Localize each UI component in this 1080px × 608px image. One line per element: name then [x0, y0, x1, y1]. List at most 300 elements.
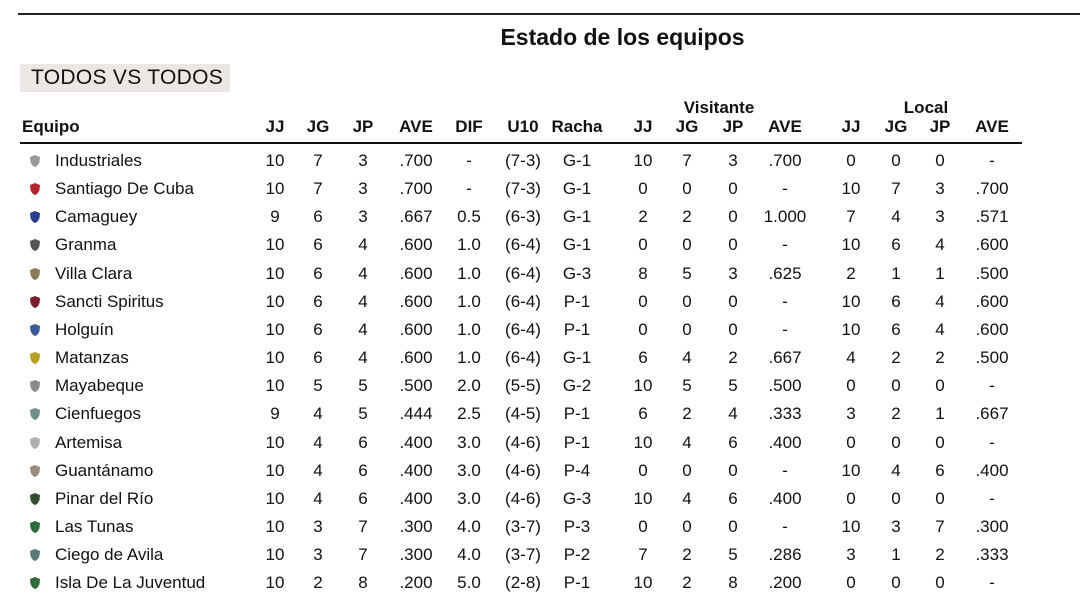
- cell-u10: (4-6): [505, 460, 541, 480]
- cell-jg: 6: [313, 263, 323, 283]
- cell-local-ave: .700: [975, 179, 1009, 199]
- cell-dif: -: [466, 151, 472, 170]
- team-logo-icon: [28, 238, 42, 252]
- cell-visitante-ave: .333: [768, 404, 802, 424]
- cell-local-ave: .600: [975, 291, 1009, 311]
- cell-local-jp: 6: [935, 460, 945, 480]
- header-visitante-jg: JG: [675, 117, 699, 136]
- cell-visitante-jg: 0: [682, 516, 692, 536]
- cell-local-jj: 0: [846, 573, 856, 593]
- cell-jp: 6: [358, 460, 368, 480]
- cell-ave: .667: [399, 207, 433, 227]
- cell-jp: 3: [358, 179, 368, 199]
- cell-local-jj: 0: [846, 488, 856, 508]
- team-name: Guantánamo: [55, 460, 154, 480]
- table-row: [0, 203, 1080, 231]
- team-logo-icon: [28, 436, 42, 450]
- header-visitante-jj: JJ: [633, 117, 653, 136]
- cell-ave: .600: [399, 319, 433, 339]
- top-rule: [18, 13, 1080, 15]
- cell-local-jp: 3: [935, 179, 945, 199]
- cell-jj: 10: [265, 179, 285, 199]
- cell-dif: 4.0: [457, 545, 481, 565]
- cell-local-ave: .571: [975, 207, 1009, 227]
- header-jj: JJ: [265, 117, 285, 136]
- team-name: Holguín: [55, 319, 114, 339]
- cell-local-ave: .500: [975, 263, 1009, 283]
- cell-dif: 2.5: [457, 404, 481, 424]
- team-name: Matanzas: [55, 348, 129, 368]
- cell-local-jg: 0: [891, 432, 901, 452]
- team-logo-icon: [28, 548, 42, 562]
- cell-local-jp: 0: [935, 151, 945, 170]
- team-name: Isla De La Juventud: [55, 573, 206, 593]
- header-local-jp: JP: [929, 117, 951, 136]
- cell-local-jj: 10: [841, 179, 861, 199]
- cell-visitante-jp: 6: [728, 432, 738, 452]
- cell-jj: 10: [265, 545, 285, 565]
- cell-local-jj: 2: [846, 263, 856, 283]
- cell-local-jj: 0: [846, 151, 856, 170]
- cell-u10: (6-4): [505, 263, 541, 283]
- team-name: Camaguey: [55, 207, 138, 227]
- cell-visitante-jp: 6: [728, 488, 738, 508]
- team-logo-icon: [28, 154, 42, 168]
- team-logo-icon: [28, 182, 42, 196]
- cell-ave: .700: [399, 179, 433, 199]
- cell-visitante-jj: 0: [638, 291, 648, 311]
- cell-local-jg: 2: [891, 348, 901, 368]
- cell-u10: (3-7): [505, 545, 541, 565]
- cell-dif: 1.0: [457, 235, 481, 255]
- cell-ave: .700: [399, 151, 433, 170]
- group-header-local: Local: [903, 98, 949, 117]
- cell-racha: P-1: [563, 291, 591, 311]
- cell-jp: 7: [358, 545, 368, 565]
- cell-visitante-ave: .400: [768, 488, 802, 508]
- table-row: [0, 316, 1080, 344]
- cell-jj: 10: [265, 235, 285, 255]
- team-logo-icon: [28, 520, 42, 534]
- cell-ave: .300: [399, 545, 433, 565]
- cell-local-jg: 4: [891, 207, 901, 227]
- header-u10: U10: [507, 117, 539, 136]
- cell-visitante-jp: 2: [728, 348, 738, 368]
- cell-visitante-jg: 2: [682, 207, 692, 227]
- cell-local-ave: -: [989, 376, 995, 396]
- team-name: Villa Clara: [55, 263, 133, 283]
- cell-ave: .600: [399, 348, 433, 368]
- cell-dif: 0.5: [457, 207, 481, 227]
- cell-local-jj: 0: [846, 376, 856, 396]
- cell-visitante-jg: 4: [682, 432, 692, 452]
- table-row: [0, 344, 1080, 372]
- cell-jg: 7: [313, 179, 323, 199]
- cell-visitante-ave: .700: [768, 151, 802, 170]
- cell-visitante-jj: 7: [638, 545, 648, 565]
- cell-ave: .444: [399, 404, 433, 424]
- cell-visitante-jj: 10: [633, 488, 653, 508]
- cell-dif: 3.0: [457, 460, 481, 480]
- cell-visitante-jg: 5: [682, 263, 692, 283]
- cell-jg: 4: [313, 488, 323, 508]
- cell-local-ave: .300: [975, 516, 1009, 536]
- table-row: [0, 569, 1080, 597]
- header-dif: DIF: [455, 117, 483, 136]
- team-name: Las Tunas: [55, 516, 134, 536]
- team-logo-icon: [28, 492, 42, 506]
- cell-local-jg: 0: [891, 573, 901, 593]
- cell-visitante-jp: 8: [728, 573, 738, 593]
- cell-dif: 3.0: [457, 488, 481, 508]
- cell-local-ave: -: [989, 488, 995, 508]
- cell-ave: .400: [399, 460, 433, 480]
- cell-visitante-jg: 2: [682, 404, 692, 424]
- cell-local-jj: 0: [846, 432, 856, 452]
- cell-jp: 3: [358, 151, 368, 170]
- cell-ave: .600: [399, 235, 433, 255]
- cell-visitante-ave: -: [782, 291, 788, 311]
- cell-visitante-ave: .500: [768, 376, 802, 396]
- cell-local-jj: 4: [846, 348, 856, 368]
- cell-dif: 1.0: [457, 263, 481, 283]
- cell-visitante-jg: 0: [682, 319, 692, 339]
- cell-local-jp: 2: [935, 348, 945, 368]
- cell-jg: 6: [313, 207, 323, 227]
- cell-local-ave: .667: [975, 404, 1009, 424]
- cell-local-jg: 6: [891, 291, 901, 311]
- cell-jj: 9: [270, 207, 280, 227]
- cell-jp: 4: [358, 263, 368, 283]
- team-logo-icon: [28, 267, 42, 281]
- cell-jg: 4: [313, 432, 323, 452]
- cell-visitante-jp: 0: [728, 179, 738, 199]
- team-logo-icon: [28, 379, 42, 393]
- cell-racha: P-1: [563, 432, 591, 452]
- cell-visitante-jg: 0: [682, 235, 692, 255]
- cell-u10: (7-3): [505, 179, 541, 199]
- cell-visitante-jp: 4: [728, 404, 738, 424]
- cell-u10: (4-5): [505, 404, 541, 424]
- team-name: Santiago De Cuba: [55, 179, 194, 199]
- cell-local-jg: 0: [891, 151, 901, 170]
- cell-racha: P-1: [563, 319, 591, 339]
- header-jg: JG: [306, 117, 330, 136]
- cell-dif: 1.0: [457, 348, 481, 368]
- cell-visitante-jj: 0: [638, 179, 648, 199]
- cell-u10: (4-6): [505, 488, 541, 508]
- cell-racha: G-1: [562, 235, 592, 255]
- header-visitante-ave: AVE: [768, 117, 802, 136]
- cell-visitante-jg: 4: [682, 488, 692, 508]
- cell-racha: P-4: [563, 460, 591, 480]
- cell-visitante-jj: 0: [638, 460, 648, 480]
- cell-local-jg: 2: [891, 404, 901, 424]
- cell-jg: 3: [313, 516, 323, 536]
- cell-visitante-jg: 5: [682, 376, 692, 396]
- cell-local-jj: 10: [841, 460, 861, 480]
- cell-dif: 3.0: [457, 432, 481, 452]
- cell-u10: (6-4): [505, 348, 541, 368]
- cell-dif: 5.0: [457, 573, 481, 593]
- team-name: Ciego de Avila: [55, 545, 164, 565]
- section-label: TODOS VS TODOS: [20, 64, 230, 92]
- cell-jj: 10: [265, 263, 285, 283]
- cell-local-ave: .400: [975, 460, 1009, 480]
- cell-visitante-jg: 4: [682, 348, 692, 368]
- cell-local-jg: 3: [891, 516, 901, 536]
- cell-racha: G-1: [562, 179, 592, 199]
- cell-jg: 7: [313, 151, 323, 170]
- cell-visitante-jp: 0: [728, 319, 738, 339]
- cell-visitante-jj: 10: [633, 573, 653, 593]
- cell-local-jp: 0: [935, 573, 945, 593]
- cell-visitante-jg: 0: [682, 460, 692, 480]
- cell-ave: .300: [399, 516, 433, 536]
- cell-local-ave: -: [989, 432, 995, 452]
- cell-local-ave: -: [989, 573, 995, 593]
- cell-visitante-ave: .200: [768, 573, 802, 593]
- cell-jp: 8: [358, 573, 368, 593]
- cell-jp: 7: [358, 516, 368, 536]
- cell-local-jp: 4: [935, 235, 945, 255]
- table-row: [0, 429, 1080, 457]
- cell-local-jg: 7: [891, 179, 901, 199]
- cell-jg: 4: [313, 404, 323, 424]
- table-row: [0, 457, 1080, 485]
- cell-visitante-jg: 7: [682, 151, 692, 170]
- cell-visitante-jg: 2: [682, 545, 692, 565]
- cell-jp: 4: [358, 235, 368, 255]
- cell-jj: 10: [265, 291, 285, 311]
- cell-visitante-jp: 5: [728, 545, 738, 565]
- cell-local-ave: .333: [975, 545, 1009, 565]
- cell-visitante-jj: 10: [633, 376, 653, 396]
- group-header-visitante: Visitante: [683, 98, 755, 117]
- page-title: Estado de los equipos: [500, 24, 745, 50]
- cell-local-jj: 10: [841, 235, 861, 255]
- cell-u10: (5-5): [505, 376, 541, 396]
- cell-jp: 6: [358, 432, 368, 452]
- header-visitante-jp: JP: [722, 117, 744, 136]
- team-name: Cienfuegos: [55, 404, 142, 424]
- cell-dif: 4.0: [457, 516, 481, 536]
- cell-u10: (4-6): [505, 432, 541, 452]
- cell-local-jp: 1: [935, 404, 945, 424]
- cell-jg: 3: [313, 545, 323, 565]
- table-row: [0, 175, 1080, 203]
- cell-u10: (2-8): [505, 573, 541, 593]
- cell-visitante-jj: 0: [638, 516, 648, 536]
- cell-local-jg: 6: [891, 235, 901, 255]
- cell-visitante-jg: 0: [682, 291, 692, 311]
- cell-ave: .500: [399, 376, 433, 396]
- cell-visitante-ave: -: [782, 516, 788, 536]
- cell-racha: P-1: [563, 404, 591, 424]
- cell-ave: .600: [399, 291, 433, 311]
- cell-racha: G-2: [562, 376, 592, 396]
- cell-u10: (6-4): [505, 235, 541, 255]
- team-logo-icon: [28, 407, 42, 421]
- cell-visitante-ave: -: [782, 235, 788, 255]
- cell-visitante-jj: 10: [633, 151, 653, 170]
- team-name: Industriales: [55, 151, 142, 170]
- cell-jp: 4: [358, 319, 368, 339]
- table-row: [0, 400, 1080, 428]
- cell-local-jg: 0: [891, 376, 901, 396]
- cell-local-ave: .600: [975, 235, 1009, 255]
- team-name: Sancti Spiritus: [55, 291, 164, 311]
- cell-jj: 10: [265, 376, 285, 396]
- team-logo-icon: [28, 210, 42, 224]
- cell-u10: (6-4): [505, 319, 541, 339]
- cell-racha: G-3: [562, 263, 592, 283]
- cell-jj: 10: [265, 319, 285, 339]
- team-name: Granma: [55, 235, 117, 255]
- cell-visitante-jj: 6: [638, 404, 648, 424]
- header-jp: JP: [352, 117, 374, 136]
- cell-local-jp: 0: [935, 488, 945, 508]
- header-local-jg: JG: [884, 117, 908, 136]
- cell-visitante-jj: 10: [633, 432, 653, 452]
- cell-visitante-jp: 0: [728, 207, 738, 227]
- cell-racha: G-3: [562, 488, 592, 508]
- cell-local-jp: 3: [935, 207, 945, 227]
- team-logo-icon: [28, 351, 42, 365]
- cell-visitante-ave: -: [782, 460, 788, 480]
- team-name: Mayabeque: [55, 376, 144, 396]
- cell-visitante-jp: 0: [728, 516, 738, 536]
- cell-local-jg: 6: [891, 319, 901, 339]
- cell-jj: 9: [270, 404, 280, 424]
- cell-visitante-jg: 2: [682, 573, 692, 593]
- cell-jj: 10: [265, 516, 285, 536]
- cell-local-jj: 10: [841, 319, 861, 339]
- cell-jg: 6: [313, 348, 323, 368]
- cell-racha: G-1: [562, 207, 592, 227]
- table-row: [0, 372, 1080, 400]
- cell-visitante-ave: -: [782, 179, 788, 199]
- cell-local-jp: 4: [935, 319, 945, 339]
- team-name: Pinar del Río: [55, 488, 154, 508]
- cell-jg: 6: [313, 235, 323, 255]
- cell-jp: 5: [358, 376, 368, 396]
- header-local-jj: JJ: [841, 117, 861, 136]
- cell-jg: 6: [313, 291, 323, 311]
- cell-dif: 1.0: [457, 291, 481, 311]
- cell-local-ave: -: [989, 151, 995, 170]
- table-row: [0, 288, 1080, 316]
- cell-u10: (6-3): [505, 207, 541, 227]
- cell-visitante-jp: 0: [728, 291, 738, 311]
- team-name: Artemisa: [55, 432, 123, 452]
- team-logo-icon: [28, 323, 42, 337]
- cell-local-ave: .500: [975, 348, 1009, 368]
- header-team: Equipo: [22, 117, 80, 136]
- cell-jj: 10: [265, 488, 285, 508]
- cell-jp: 6: [358, 488, 368, 508]
- header-ave: AVE: [399, 117, 433, 136]
- cell-local-jj: 10: [841, 291, 861, 311]
- cell-visitante-jp: 5: [728, 376, 738, 396]
- cell-local-jj: 3: [846, 545, 856, 565]
- cell-racha: P-2: [563, 545, 591, 565]
- cell-local-jp: 7: [935, 516, 945, 536]
- table-row: [0, 260, 1080, 288]
- cell-racha: G-1: [562, 348, 592, 368]
- cell-jj: 10: [265, 460, 285, 480]
- cell-ave: .400: [399, 432, 433, 452]
- table-row: [0, 541, 1080, 569]
- table-row: [0, 147, 1080, 175]
- cell-visitante-ave: 1.000: [763, 207, 807, 227]
- cell-local-jg: 1: [891, 545, 901, 565]
- cell-u10: (7-3): [505, 151, 541, 170]
- cell-local-jg: 1: [891, 263, 901, 283]
- cell-local-jg: 0: [891, 488, 901, 508]
- cell-jp: 4: [358, 291, 368, 311]
- header-racha: Racha: [551, 117, 603, 136]
- table-row: [0, 485, 1080, 513]
- cell-visitante-jp: 3: [728, 263, 738, 283]
- cell-ave: .200: [399, 573, 433, 593]
- header-divider: [20, 142, 1022, 144]
- cell-visitante-jp: 0: [728, 460, 738, 480]
- cell-jj: 10: [265, 432, 285, 452]
- cell-local-jg: 4: [891, 460, 901, 480]
- team-logo-icon: [28, 464, 42, 478]
- cell-jg: 2: [313, 573, 323, 593]
- cell-visitante-jj: 2: [638, 207, 648, 227]
- cell-visitante-jp: 0: [728, 235, 738, 255]
- cell-jg: 4: [313, 460, 323, 480]
- cell-jg: 6: [313, 319, 323, 339]
- cell-visitante-jj: 0: [638, 235, 648, 255]
- cell-visitante-jj: 6: [638, 348, 648, 368]
- cell-local-jp: 2: [935, 545, 945, 565]
- cell-jj: 10: [265, 348, 285, 368]
- cell-local-jp: 1: [935, 263, 945, 283]
- cell-visitante-jp: 3: [728, 151, 738, 170]
- cell-visitante-jg: 0: [682, 179, 692, 199]
- cell-local-jj: 3: [846, 404, 856, 424]
- cell-jp: 3: [358, 207, 368, 227]
- cell-jp: 5: [358, 404, 368, 424]
- team-logo-icon: [28, 576, 42, 590]
- table-row: [0, 231, 1080, 259]
- cell-u10: (3-7): [505, 516, 541, 536]
- cell-dif: 2.0: [457, 376, 481, 396]
- cell-jp: 4: [358, 348, 368, 368]
- cell-visitante-jj: 0: [638, 319, 648, 339]
- cell-visitante-ave: .400: [768, 432, 802, 452]
- team-logo-icon: [28, 295, 42, 309]
- cell-jj: 10: [265, 151, 285, 170]
- cell-ave: .600: [399, 263, 433, 283]
- cell-ave: .400: [399, 488, 433, 508]
- cell-local-jj: 7: [846, 207, 856, 227]
- cell-racha: P-1: [563, 573, 591, 593]
- cell-jj: 10: [265, 573, 285, 593]
- cell-local-jj: 10: [841, 516, 861, 536]
- cell-local-jp: 0: [935, 432, 945, 452]
- cell-jg: 5: [313, 376, 323, 396]
- cell-visitante-ave: .625: [768, 263, 802, 283]
- cell-local-ave: .600: [975, 319, 1009, 339]
- cell-local-jp: 4: [935, 291, 945, 311]
- header-local-ave: AVE: [975, 117, 1009, 136]
- cell-racha: P-3: [563, 516, 591, 536]
